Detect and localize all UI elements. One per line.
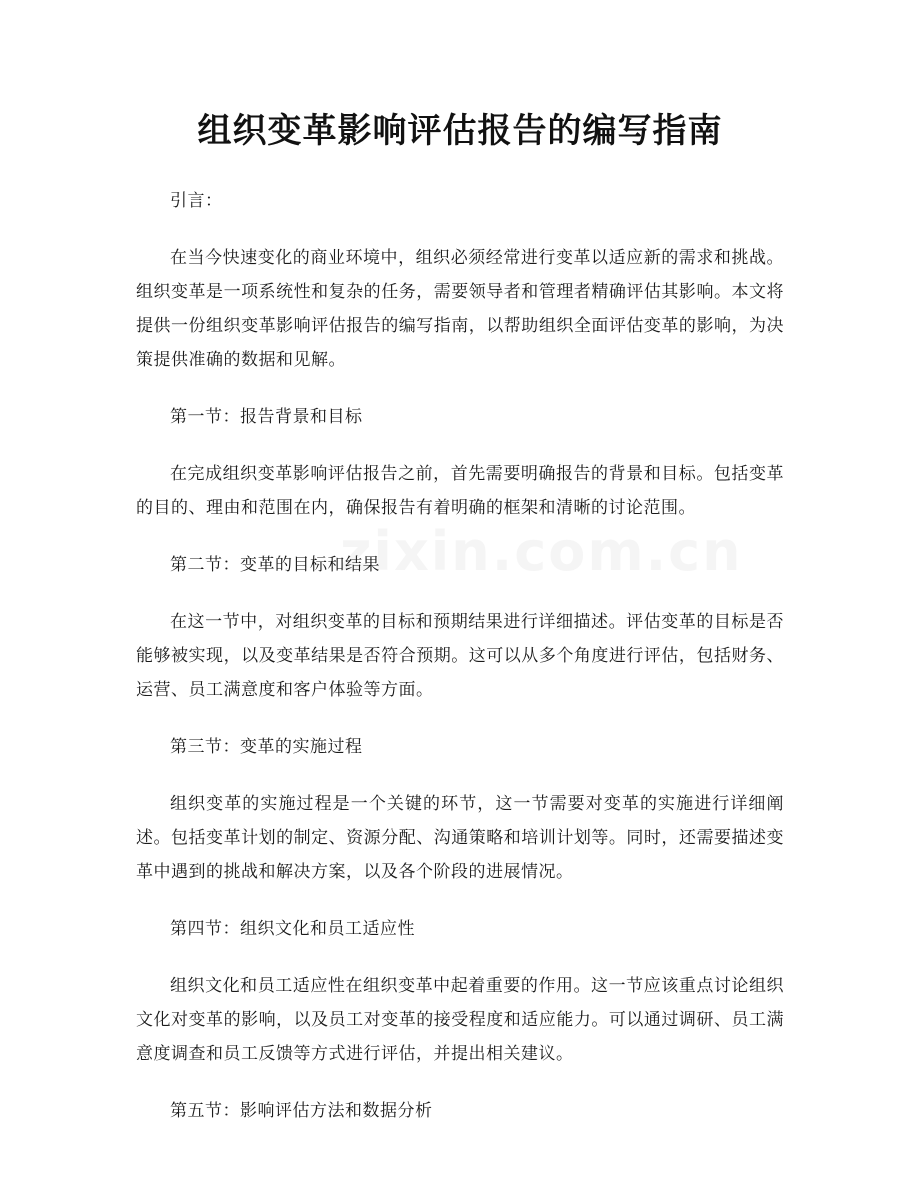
section-3-heading: 第三节：变革的实施过程 [170, 737, 363, 757]
document-body [136, 184, 784, 1151]
section-4-paragraph: 组织文化和员工适应性在组织变革中起着重要的作用。这一节应该重点讨论组织文化对变革的影响，以及员工对变革的接受程度和适应能力。可以通过调研、员工满意度调查和员工反馈等方式进行评估，并提出相关建议。 [136, 976, 784, 1064]
section-3-paragraph: 组织变革的实施过程是一个关键的环节，这一节需要对变革的实施进行详细阐述。包括变革计划的制定、资源分配、沟通策略和培训计划等。同时，还需要描述变革中遇到的挑战和解决方案，以及各个阶段的进展情况。 [136, 794, 784, 882]
section-1-paragraph: 在完成组织变革影响评估报告之前，首先需要明确报告的背景和目标。包括变革的目的、理由和范围在内，确保报告有着明确的框架和清晰的讨论范围。 [136, 464, 784, 518]
section-2-heading: 第二节：变革的目标和结果 [170, 555, 380, 575]
section-5-heading: 第五节：影响评估方法和数据分析 [170, 1101, 433, 1121]
section-4-heading: 第四节：组织文化和员工适应性 [170, 919, 415, 939]
document-title: 组织变革影响评估报告的编写指南 [197, 111, 723, 151]
section-2-paragraph: 在这一节中，对组织变革的目标和预期结果进行详细描述。评估变革的目标是否能够被实现，以及变革结果是否符合预期。这可以从多个角度进行评估，包括财务、运营、员工满意度和客户体验等方面。 [136, 612, 784, 700]
intro-label: 引言： [170, 191, 223, 211]
section-1-heading: 第一节：报告背景和目标 [170, 407, 363, 427]
intro-paragraph: 在当今快速变化的商业环境中，组织必须经常进行变革以适应新的需求和挑战。组织变革是一项系统性和复杂的任务，需要领导者和管理者精确评估其影响。本文将提供一份组织变革影响评估报告的编写指南，以帮助组织全面评估变革的影响，为决策提供准确的数据和见解。 [136, 248, 784, 370]
watermark: zixin.com.cn [340, 520, 743, 583]
